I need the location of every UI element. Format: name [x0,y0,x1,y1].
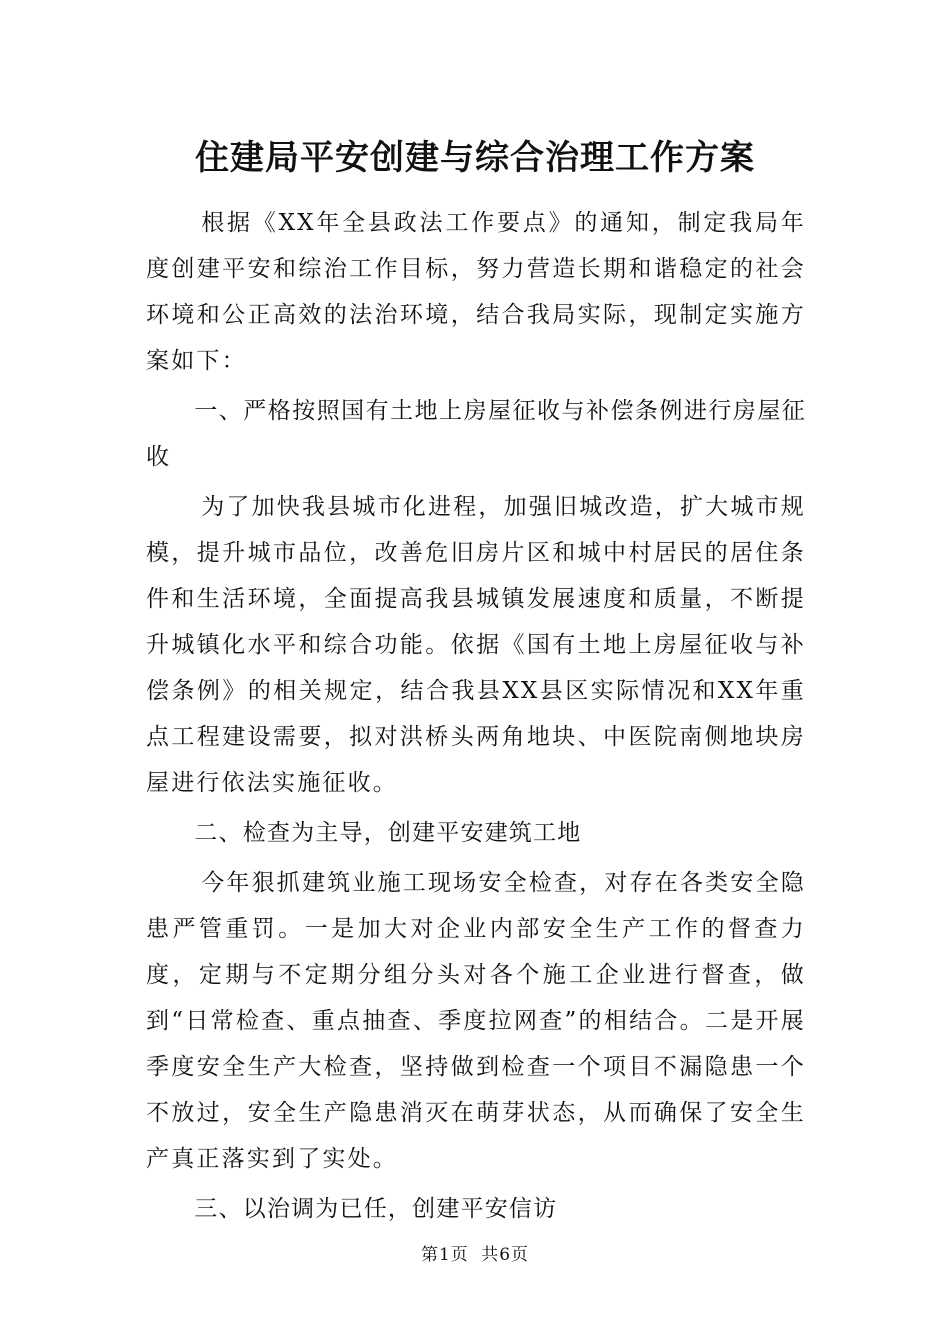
section-3-heading: 三、以治调为已任，创建平安信访 [194,1196,558,1222]
section-1-heading: 一、严格按照国有土地上房屋征收与补偿条例进行房屋征收 [146,398,806,470]
section-2-body: 今年狠抓建筑业施工现场安全检查，对存在各类安全隐患严管重罚。一是加大对企业内部安全生产工作的督查力度，定期与不定期分组分头对各个施工企业进行督查，做到“日常检查、重点抽查、季度拉网查”的相结合。二是开展季度安全生产大检查，坚持做到检查一个项目不漏隐患一个不放过，安全生产隐患消灭在萌芽状态，从而确保了安全生产真正落实到了实处。 [146,870,806,1172]
page-total: 共6页 [481,1245,530,1265]
intro-paragraph: 根据《XX年全县政法工作要点》的通知，制定我局年度创建平安和综治工作目标，努力营造长期和谐稳定的社会环境和公正高效的法治环境，结合我局实际，现制定实施方案如下： [146,210,806,374]
page-number: 第1页 [420,1245,469,1265]
document-body [146,200,806,1236]
document-title: 住建局平安创建与综合治理工作方案 [195,138,755,178]
section-2-heading: 二、检查为主导，创建平安建筑工地 [194,820,582,846]
section-1-body: 为了加快我县城市化进程，加强旧城改造，扩大城市规模，提升城市品位，改善危旧房片区和城中村居民的居住条件和生活环境，全面提高我县城镇发展速度和质量，不断提升城镇化水平和综合功能。依据《国有土地上房屋征收与补偿条例》的相关规定，结合我县XX县区实际情况和XX年重点工程建设需要，拟对洪桥头两角地块、中医院南侧地块房屋进行依法实施征收。 [146,494,806,796]
page-footer [0,1240,950,1265]
